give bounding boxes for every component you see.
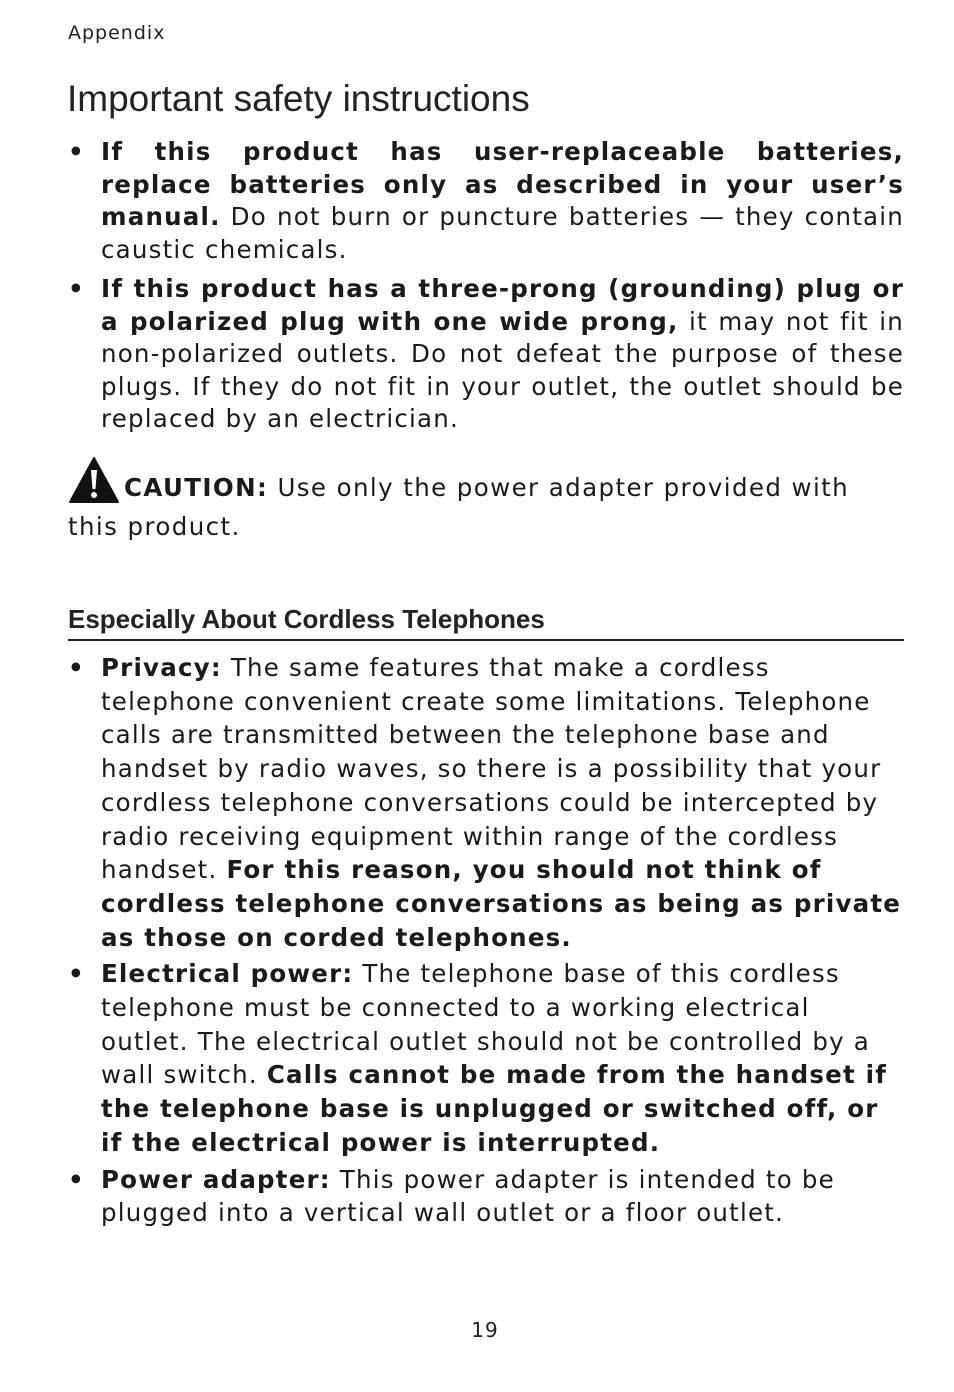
item-text: The same features that make a cordless telephone convenient create some limitations. Telephone calls are transmitted between the telephone base and handset by radio waves, so there is a possibility that your cordless telephone conversations could be intercepted by radio receiving equipment within range of the cordless handset. — [101, 653, 882, 885]
instruction-bold-text: If this product has user-replaceable batteries, replace batteries only as described in your user’s manual. — [101, 137, 904, 231]
list-item — [68, 136, 904, 266]
bullet: • — [68, 137, 85, 166]
cordless-telephones-list — [68, 651, 904, 1233]
instruction-bold-text: If this product has a three-prong (grounding) plug or a polarized plug with one wide prong, — [101, 274, 904, 336]
page-number: 19 — [471, 1318, 499, 1342]
instruction-text: Do not burn or puncture batteries — they contain caustic chemicals. — [101, 202, 904, 264]
bullet: • — [68, 653, 85, 682]
bullet: • — [68, 1164, 85, 1194]
list-item — [68, 957, 904, 1159]
list-item — [68, 273, 904, 436]
running-head: Appendix — [68, 22, 166, 44]
instruction-text: it may not fit in non-polarized outlets. Do not defeat the purpose of these plugs. If they do not fit in your outlet, the outlet should be replaced by an electrician. — [101, 306, 904, 433]
item-label: Privacy: — [101, 653, 222, 682]
item-text: The telephone base of this cordless telephone must be connected to a working electrical outlet. The electrical outlet should not be controlled by a wall switch. — [101, 959, 871, 1090]
warning-triangle-icon — [68, 456, 120, 504]
list-item — [68, 1163, 904, 1230]
item-label: Power adapter: — [101, 1164, 331, 1194]
item-bold-text: For this reason, you should not think of cordless telephone conversations as being as private as those on corded telephones. — [101, 855, 902, 952]
section-heading: Especially About Cordless Telephones — [68, 604, 904, 641]
caution-label: CAUTION: — [124, 473, 269, 502]
page-title: Important safety instructions — [67, 78, 530, 119]
bullet: • — [68, 274, 85, 303]
item-label: Electrical power: — [101, 959, 354, 989]
item-bold-text: Calls cannot be made from the handset if the telephone base is unplugged or switched off, or if the electrical power is interrupted. — [101, 1060, 888, 1157]
item-text: This power adapter is intended to be plugged into a vertical wall outlet or a floor outlet. — [101, 1164, 835, 1228]
bullet: • — [68, 959, 85, 989]
caution-notice — [68, 456, 904, 546]
safety-instructions-list — [68, 136, 904, 443]
caution-text: Use only the power adapter provided with this product. — [68, 473, 850, 541]
list-item — [68, 651, 904, 954]
